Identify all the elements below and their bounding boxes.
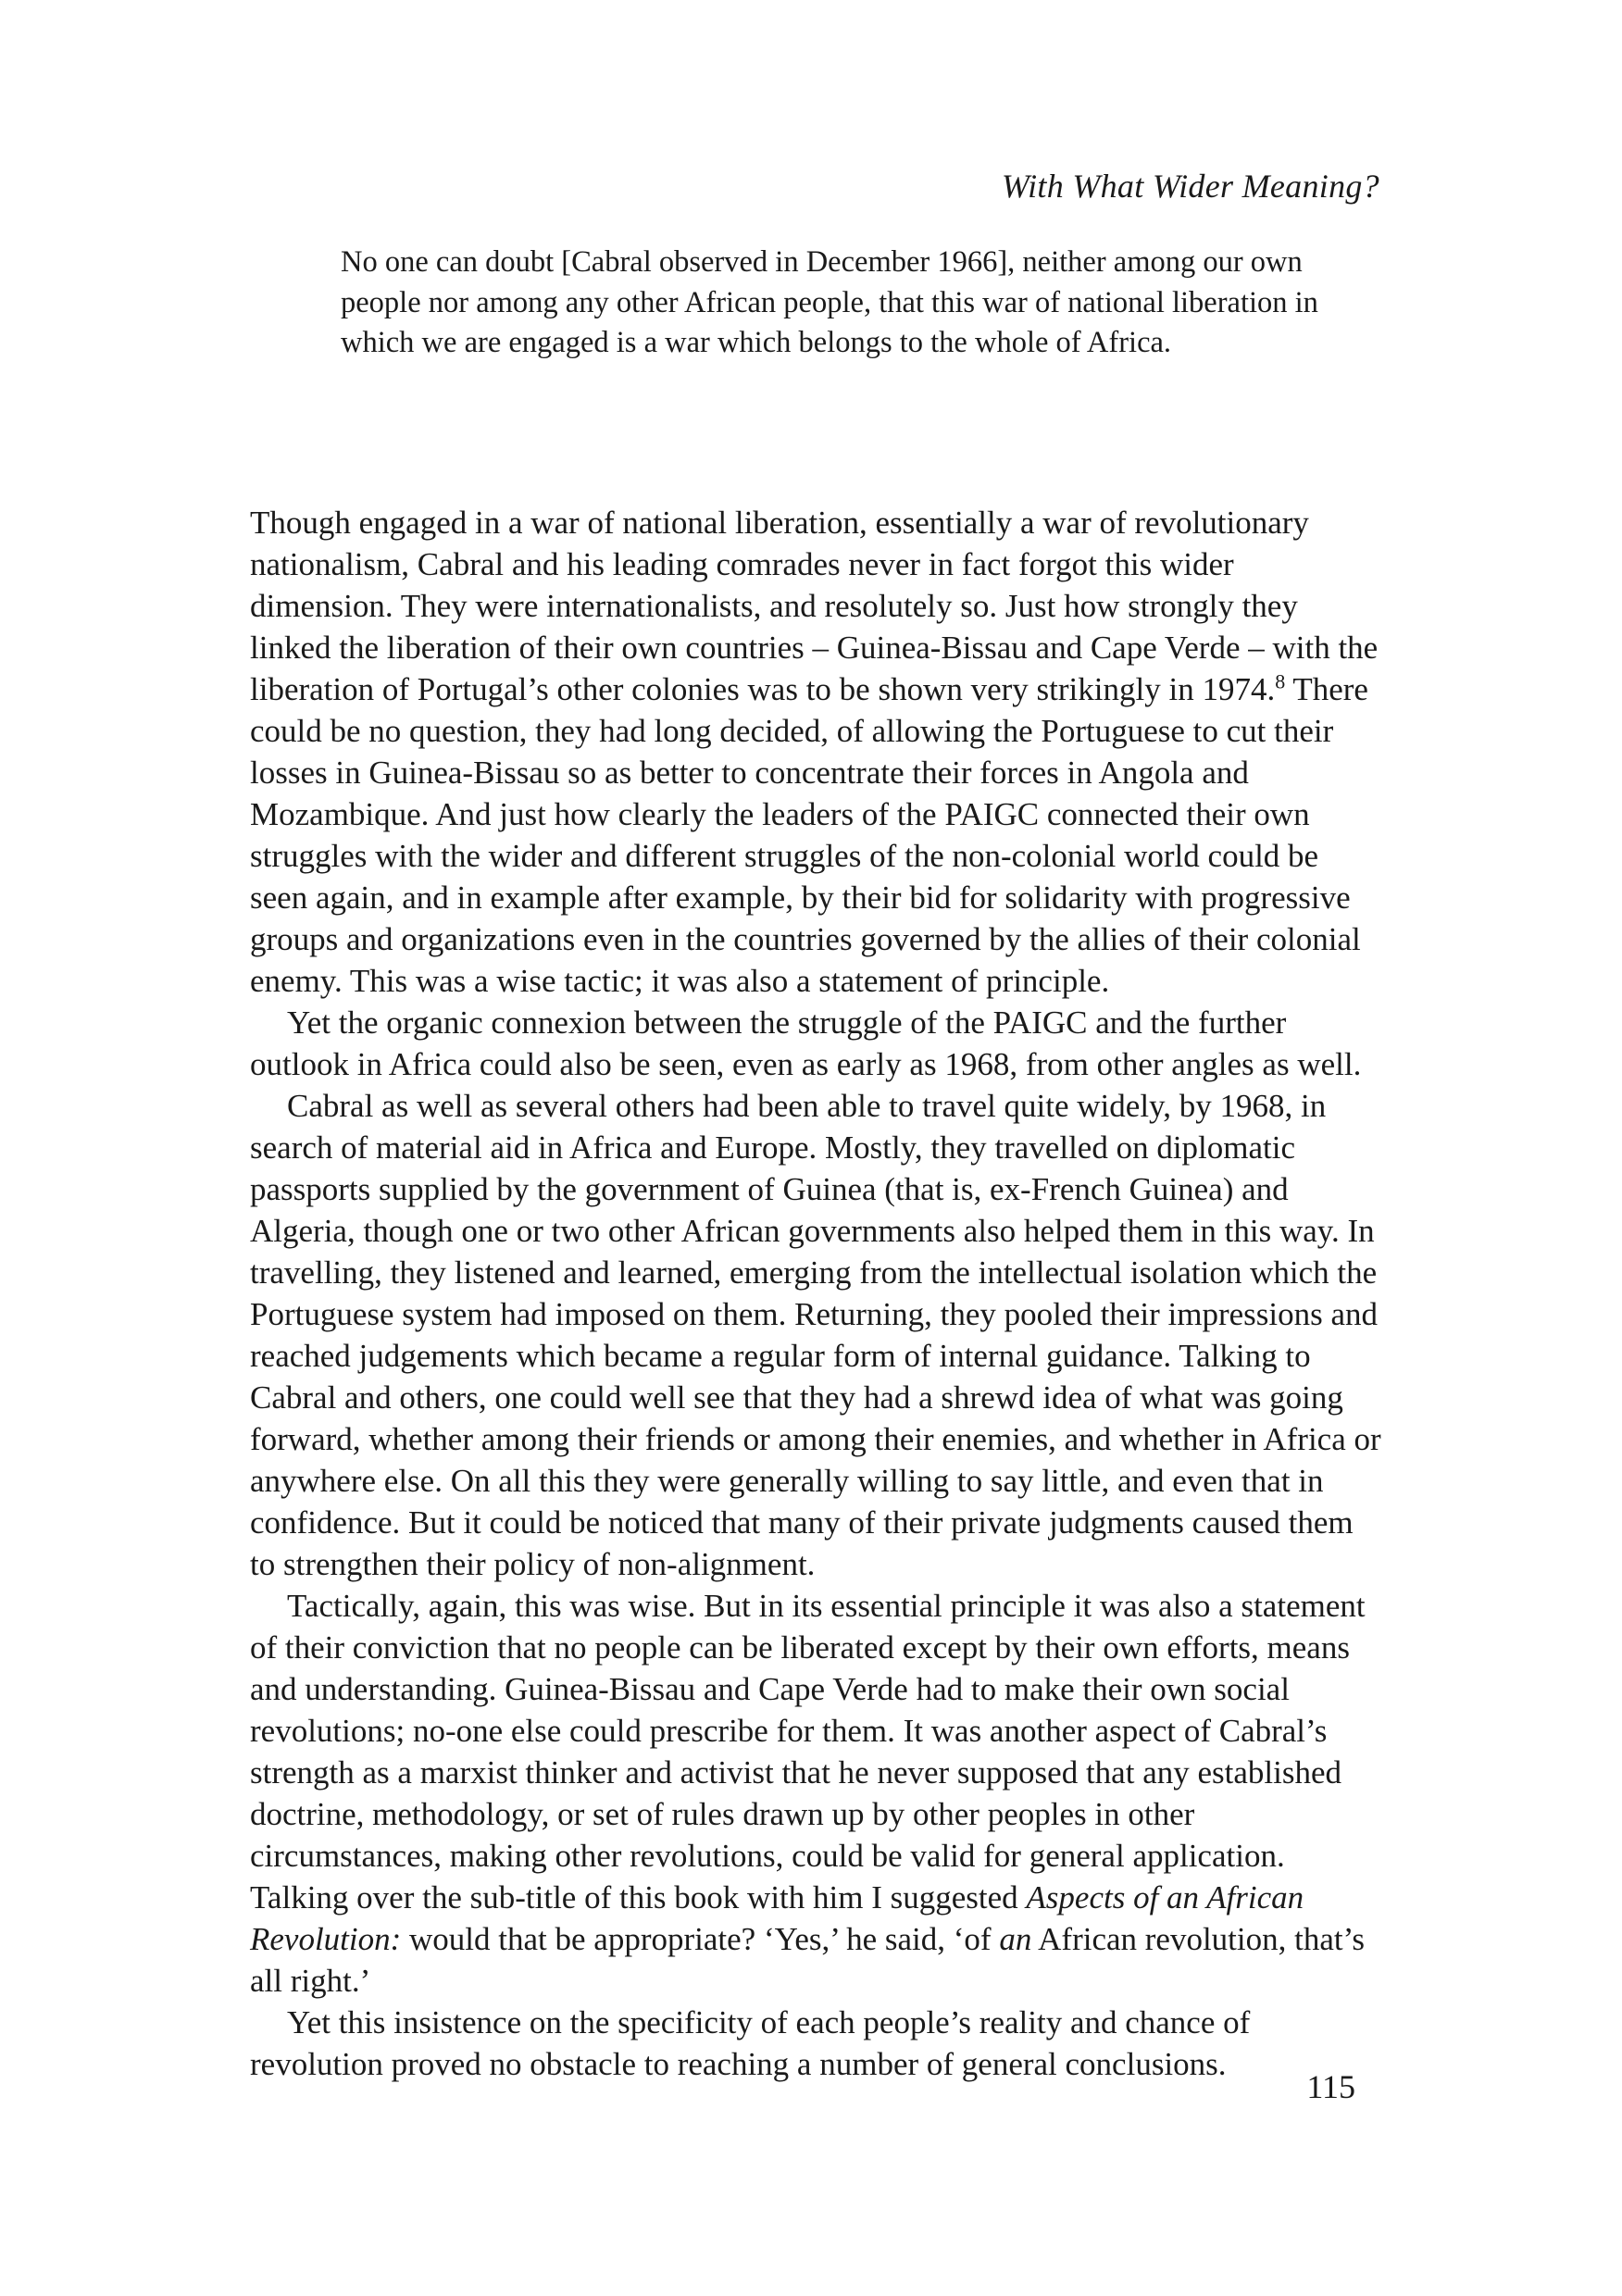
paragraph-5: Yet this insistence on the specificity of each people’s reality and chance of revolution proved no obstacle to reaching a number of general conclusions.: [250, 2004, 1251, 2082]
paragraph-4-part-1: Tactically, again, this was wise. But in its essential principle it was also a statement of their conviction that no people can be liberated except by their own efforts, means and understanding. Guinea-Bissau and Cape Verde had to make their own social revolutions; no-one else could prescribe for them. It was another aspect of Cabral’s strength as a marxist thinker and activist that he never supposed that any established doctrine, methodology, or set of rules drawn up by other peoples in other circumstances, making other revolutions, could be valid for general application. Talking over the sub-title of this book with him I suggested: [250, 1588, 1366, 1915]
paragraph-4: [250, 1585, 1381, 2002]
body-text: [250, 502, 1381, 2085]
book-subtitle: Aspects of an African Revolution:: [250, 1879, 1304, 1957]
paragraph-1-text-after: There could be no question, they had long decided, of allowing the Portuguese to cut their losses in Guinea-Bissau so as better to concentrate their forces in Angola and Mozambique. And just how clearly the leaders of the PAIGC connected their own struggles with the wider and different struggles of the non-colonial world could be seen again, and in example after example, by their bid for solidarity with progressive groups and organizations even in the countries governed by the allies of their colonial enemy. This was a wise tactic; it was also a statement of principle.: [250, 671, 1368, 999]
paragraph-4-part-3: African revolution, that’s all right.’: [250, 1921, 1365, 1999]
paragraph-2: Yet the organic connexion between the struggle of the PAIGC and the further outlook in Africa could also be seen, even as early as 1968, from other angles as well.: [250, 1004, 1362, 1082]
paragraph-3: Cabral as well as several others had been able to travel quite widely, by 1968, in search of material aid in Africa and Europe. Mostly, they travelled on diplomatic passports supplied by the government of Guinea (that is, ex-French Guinea) and Algeria, though one or two other African governments also helped them in this way. In travelling, they listened and learned, emerging from the intellectual isolation which the Portuguese system had imposed on them. Returning, they pooled their impressions and reached judgements which became a regular form of internal guidance. Talking to Cabral and others, one could well see that they had a shrewd idea of what was going forward, whether among their friends or among their enemies, and whether in Africa or anywhere else. On all this they were generally willing to say little, and even that in confidence. But it could be noticed that many of their private judgments caused them to strengthen their policy of non-alignment.: [250, 1088, 1381, 1582]
paragraph-4-part-2: would that be appropriate? ‘Yes,’ he said, ‘of: [401, 1921, 1000, 1957]
page-number: 115: [1306, 2068, 1355, 2105]
running-head: With What Wider Meaning?: [1001, 168, 1379, 205]
paragraph-1-text-before: Though engaged in a war of national liberation, essentially a war of revolutionary nationalism, Cabral and his leading comrades never in fact forgot this wider dimension. They were internationalists, and resolutely so. Just how strongly they linked the liberation of their own countries – Guinea-Bissau and Cape Verde – with the liberation of Portugal’s other colonies was to be shown very strikingly in 1974.: [250, 505, 1379, 707]
paragraph-1: [250, 502, 1381, 1002]
footnote-marker: 8: [1275, 669, 1286, 693]
block-quote: No one can doubt [Cabral observed in December 1966], neither among our own people nor among any other African people, that this war of national liberation in which we are engaged is a war which belongs to the whole of Africa.: [341, 245, 1318, 359]
emphasis-an: an: [999, 1921, 1032, 1957]
